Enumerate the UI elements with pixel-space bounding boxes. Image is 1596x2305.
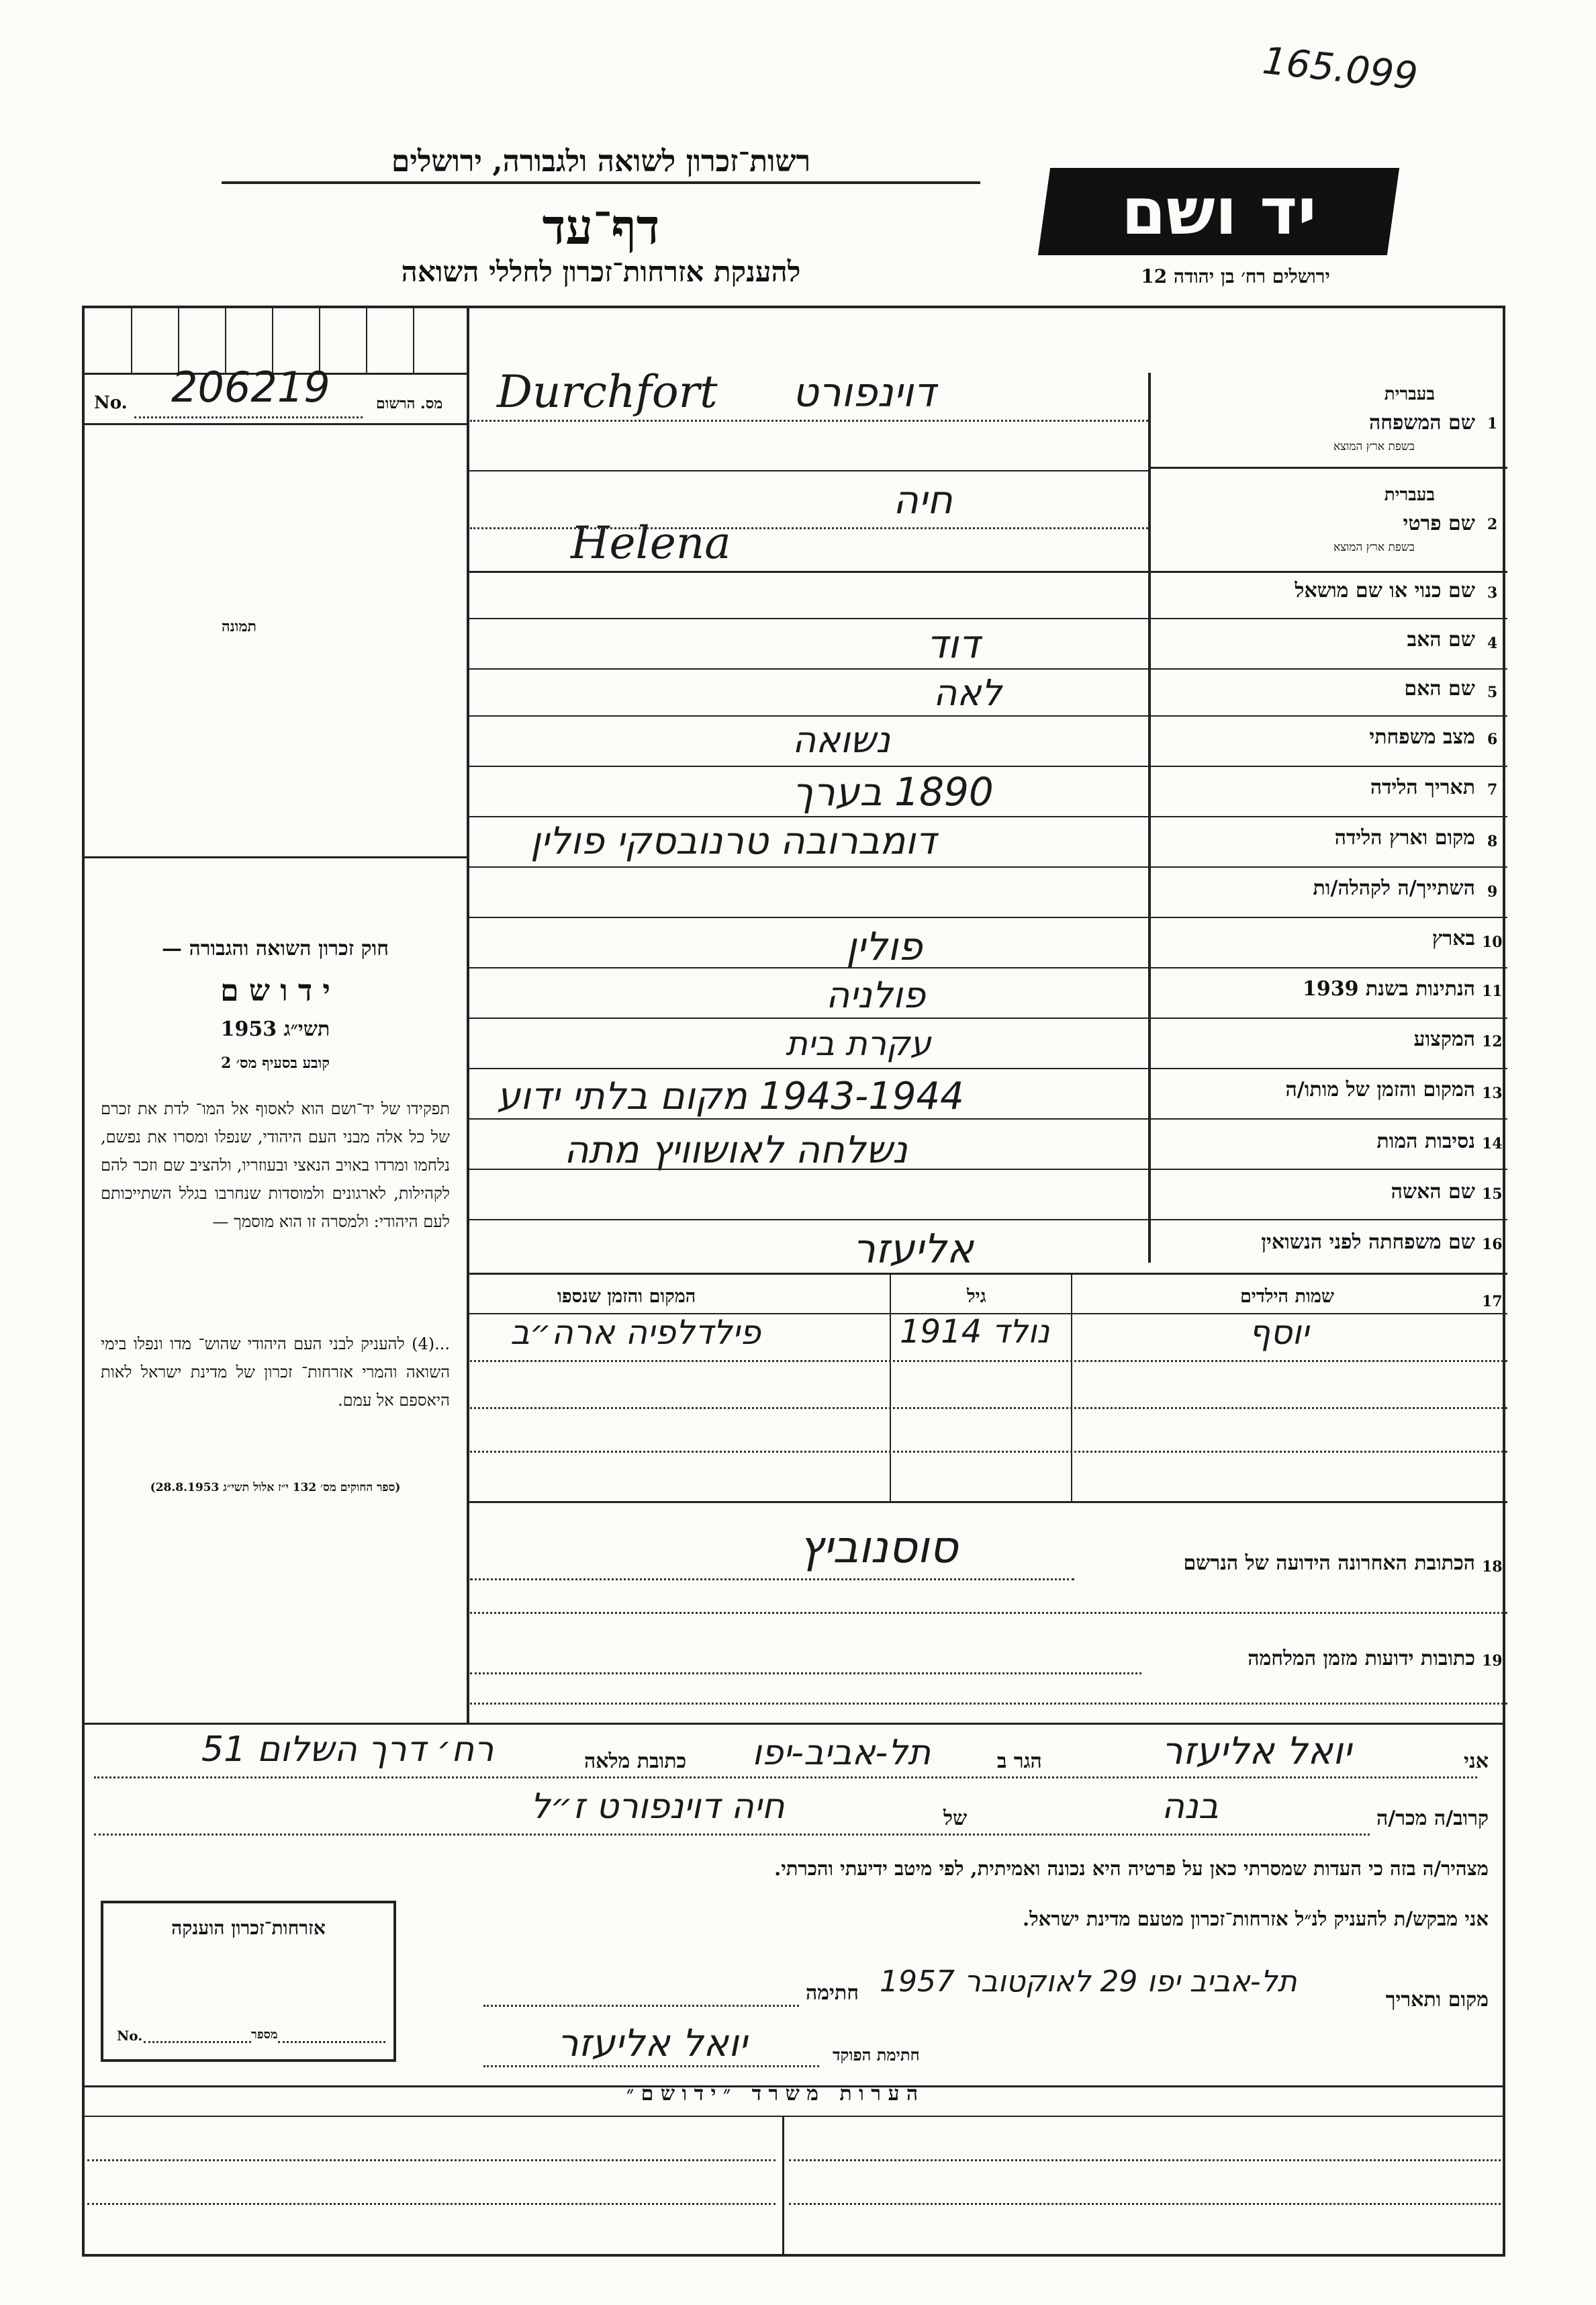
award-box (101, 1901, 396, 2062)
field-1-number: 1 (1487, 415, 1498, 433)
field-2-value: חיה (893, 477, 953, 523)
child-1-age: נולד 1914 (900, 1313, 1050, 1351)
award-box-number-label: מספר (251, 2028, 278, 2042)
law-name: י ד ו ש ם (220, 974, 330, 1008)
registration-label: מס. הרשום (376, 395, 443, 412)
field-3-number: 3 (1487, 584, 1498, 602)
field-12-label: המקצוע (1413, 1028, 1475, 1051)
child-1-place: פילדלפיה ארה״ב (510, 1313, 761, 1352)
children-col-names: שמות הילדים (1239, 1286, 1334, 1307)
place-date-label: מקום ותאריך (1385, 1988, 1489, 2012)
field-16-value: אליעזר (853, 1226, 974, 1273)
declarant-address-label: כתובת מלאה (584, 1750, 687, 1773)
field-14-label: נסיבות המות (1376, 1130, 1475, 1153)
field-2-number: 2 (1487, 516, 1498, 533)
field-14-value: נשלחה לאושוויץ מתה (564, 1128, 908, 1172)
field-9-number: 9 (1487, 883, 1498, 901)
field-8-value: דומברובה טרנובסקי פולין (530, 819, 937, 863)
field-9-label: השתייך/ה לקהלה/ות (1313, 876, 1475, 900)
field-1-hebrew-tag: בעברית (1384, 384, 1435, 404)
field-18-label: הכתובת האחרונה הידועה של הנרשם (1183, 1551, 1475, 1575)
field-5-value: לאה (933, 672, 1002, 714)
field-6-number: 6 (1487, 731, 1498, 748)
field-11-value: פולניה (826, 974, 926, 1016)
field-19-number: 19 (1482, 1652, 1503, 1670)
field-2-sub: בשפת ארץ המוצא (1333, 541, 1415, 554)
field-12-number: 12 (1482, 1033, 1503, 1050)
form-subtitle: להענקת אזרחות־זכרון לחללי השואה (401, 255, 801, 288)
children-col-age: גיל (967, 1286, 986, 1307)
field-15-label: שם האשה (1391, 1180, 1475, 1204)
field-18-number: 18 (1482, 1558, 1503, 1576)
yad-vashem-logo (1038, 168, 1399, 255)
logo-address: ירושלים רח׳ בן יהודה 12 (1141, 265, 1330, 287)
declarant-of-name: חיה דוינפורט ז״ל (530, 1787, 785, 1827)
form-title: דף־עד (542, 198, 660, 255)
field-10-number: 10 (1482, 934, 1503, 951)
office-notes-title: ה ע ר ו ת מ ש ר ד ״ י ד ו ש ם ״ (626, 2082, 919, 2106)
child-1-name: יוסף (1249, 1313, 1309, 1352)
law-year: תשי״ג 1953 (220, 1018, 330, 1041)
declarant-relative-label: קרוב/ה מכר/ה (1376, 1807, 1489, 1830)
award-box-no-label: No. (117, 2028, 143, 2044)
field-1-sub: בשפת ארץ המוצא (1333, 440, 1415, 453)
field-2-label: שם פרטי (1403, 512, 1475, 535)
field-15-number: 15 (1482, 1185, 1503, 1203)
declarant-i-label: אני (1464, 1750, 1489, 1773)
field-5-label: שם האם (1404, 677, 1475, 700)
law-clause: קובע בסעיף מס׳ 2 (220, 1054, 330, 1072)
field-13-label: המקום והזמן של מותו/ה (1285, 1078, 1475, 1101)
field-5-number: 5 (1487, 684, 1498, 701)
field-10-value: פולין (846, 923, 923, 969)
declarant-of-label: של (943, 1807, 968, 1830)
logo-text: יד ושם (1121, 174, 1317, 249)
declarant-address: רח׳ דרך השלום 51 (201, 1729, 494, 1770)
field-7-value: 1890 בערך (792, 769, 994, 815)
field-8-label: מקום וארץ הלידה (1334, 826, 1475, 850)
field-1-label: שם המשפחה (1368, 411, 1475, 435)
field-4-number: 4 (1487, 635, 1498, 652)
field-4-label: שם האב (1407, 628, 1475, 651)
left-column-divider (467, 306, 469, 1723)
field-11-number: 11 (1482, 983, 1503, 1000)
field-1-value-latin: Durchfort (497, 366, 718, 418)
registration-no-label: No. (94, 393, 128, 413)
label-column-divider (1148, 373, 1151, 1263)
official-label: חתימת הפוקד (833, 2045, 920, 2065)
law-text-2: ...(4) להעניק לבני העם היהודי שהוש־ מדו ונפלו בימי השואה והמרי אזרחות־ זכרון של מדינת ישראל לאות היאספם אל עמם. (101, 1335, 450, 1410)
law-text-1: תפקידו של יד־ושם הוא לאסוף אל המו־ לדת את זכרם של כל אלה מבני העם היהודי, שנפלו ומסרו את נפשם, נלחמו ומרדו באויב הנאצי ובעוזריו, ולהציב שם וזכר להם לקהילות, לארגונים ולמוסדות שנחרבו בגלל השתייכותם לעם היהודי: ולמסרה זו הוא מוסמך — (101, 1099, 450, 1231)
place-date-value: תל-אביב יפו 29 לאוקטובר 1957 (880, 1964, 1297, 1999)
field-6-value: נשואה (792, 719, 890, 761)
law-title: חוק זכרון השואה והגבורה — (162, 937, 389, 960)
field-16-number: 16 (1482, 1236, 1503, 1253)
field-19-label: כתובות ידועות מזמן המלחמה (1248, 1647, 1475, 1670)
field-7-label: תאריך הלידה (1370, 776, 1475, 799)
declarant-request: אני מבקש/ת להעניק לנ״ל אזרחות־זכרון מטעם מדינת ישראל. (1023, 1907, 1489, 1930)
field-2-value-latin: Helena (571, 517, 731, 569)
authority-title: רשות־זכרון לשואה ולגבורה, ירושלים (222, 144, 980, 184)
field-11-label: הנתינות בשנת 1939 (1302, 977, 1475, 1001)
registration-number: 206219 (171, 363, 330, 412)
field-14-number: 14 (1482, 1135, 1503, 1152)
declarant-resides-label: הגר ב (997, 1750, 1042, 1773)
official-name: יואל אליעזר (557, 2022, 747, 2065)
photo-label: תמונה (222, 618, 256, 635)
field-8-number: 8 (1487, 833, 1498, 850)
field-18-value: סוסנוביץ (799, 1521, 958, 1573)
field-17-number: 17 (1482, 1293, 1503, 1310)
declarant-declaration: מצהיר/ה בזה כי העדות שמסרתי כאן על פרטיה היא נכונה ואמיתית, לפי מיטב ידיעתי והכרתי. (774, 1857, 1489, 1880)
page-number: 165.099 (1260, 39, 1420, 99)
field-2-hebrew-tag: בעברית (1384, 485, 1435, 505)
signature-label: חתימה (806, 1981, 859, 2005)
declarant-relation: בנה (1162, 1787, 1219, 1827)
field-1-value: דוינפורט (792, 369, 936, 416)
field-13-number: 13 (1482, 1085, 1503, 1102)
children-col-place: המקום והזמן שנספו (557, 1286, 696, 1307)
field-13-value: 1943-1944 מקום בלתי ידוע (497, 1075, 964, 1118)
declarant-name: יואל אליעזר (1162, 1729, 1352, 1773)
award-box-title: אזרחות־זכרון הוענקה (171, 1917, 326, 1939)
law-citation: (ספר החוקים מס׳ 132 י״ז אלול תשי״ג 28.8.1953) (150, 1481, 401, 1494)
field-10-label: בארץ (1431, 927, 1475, 950)
field-12-value: עקרת בית (786, 1024, 931, 1063)
declarant-city: תל-אביב-יפו (752, 1733, 931, 1773)
field-3-label: שם כנוי או שם מושאל (1295, 579, 1475, 602)
field-7-number: 7 (1487, 781, 1498, 799)
field-16-label: שם משפחתה לפני הנשואין (1261, 1230, 1475, 1254)
field-6-label: מצב משפחתי (1369, 725, 1475, 749)
field-4-value: דוד (927, 621, 980, 667)
